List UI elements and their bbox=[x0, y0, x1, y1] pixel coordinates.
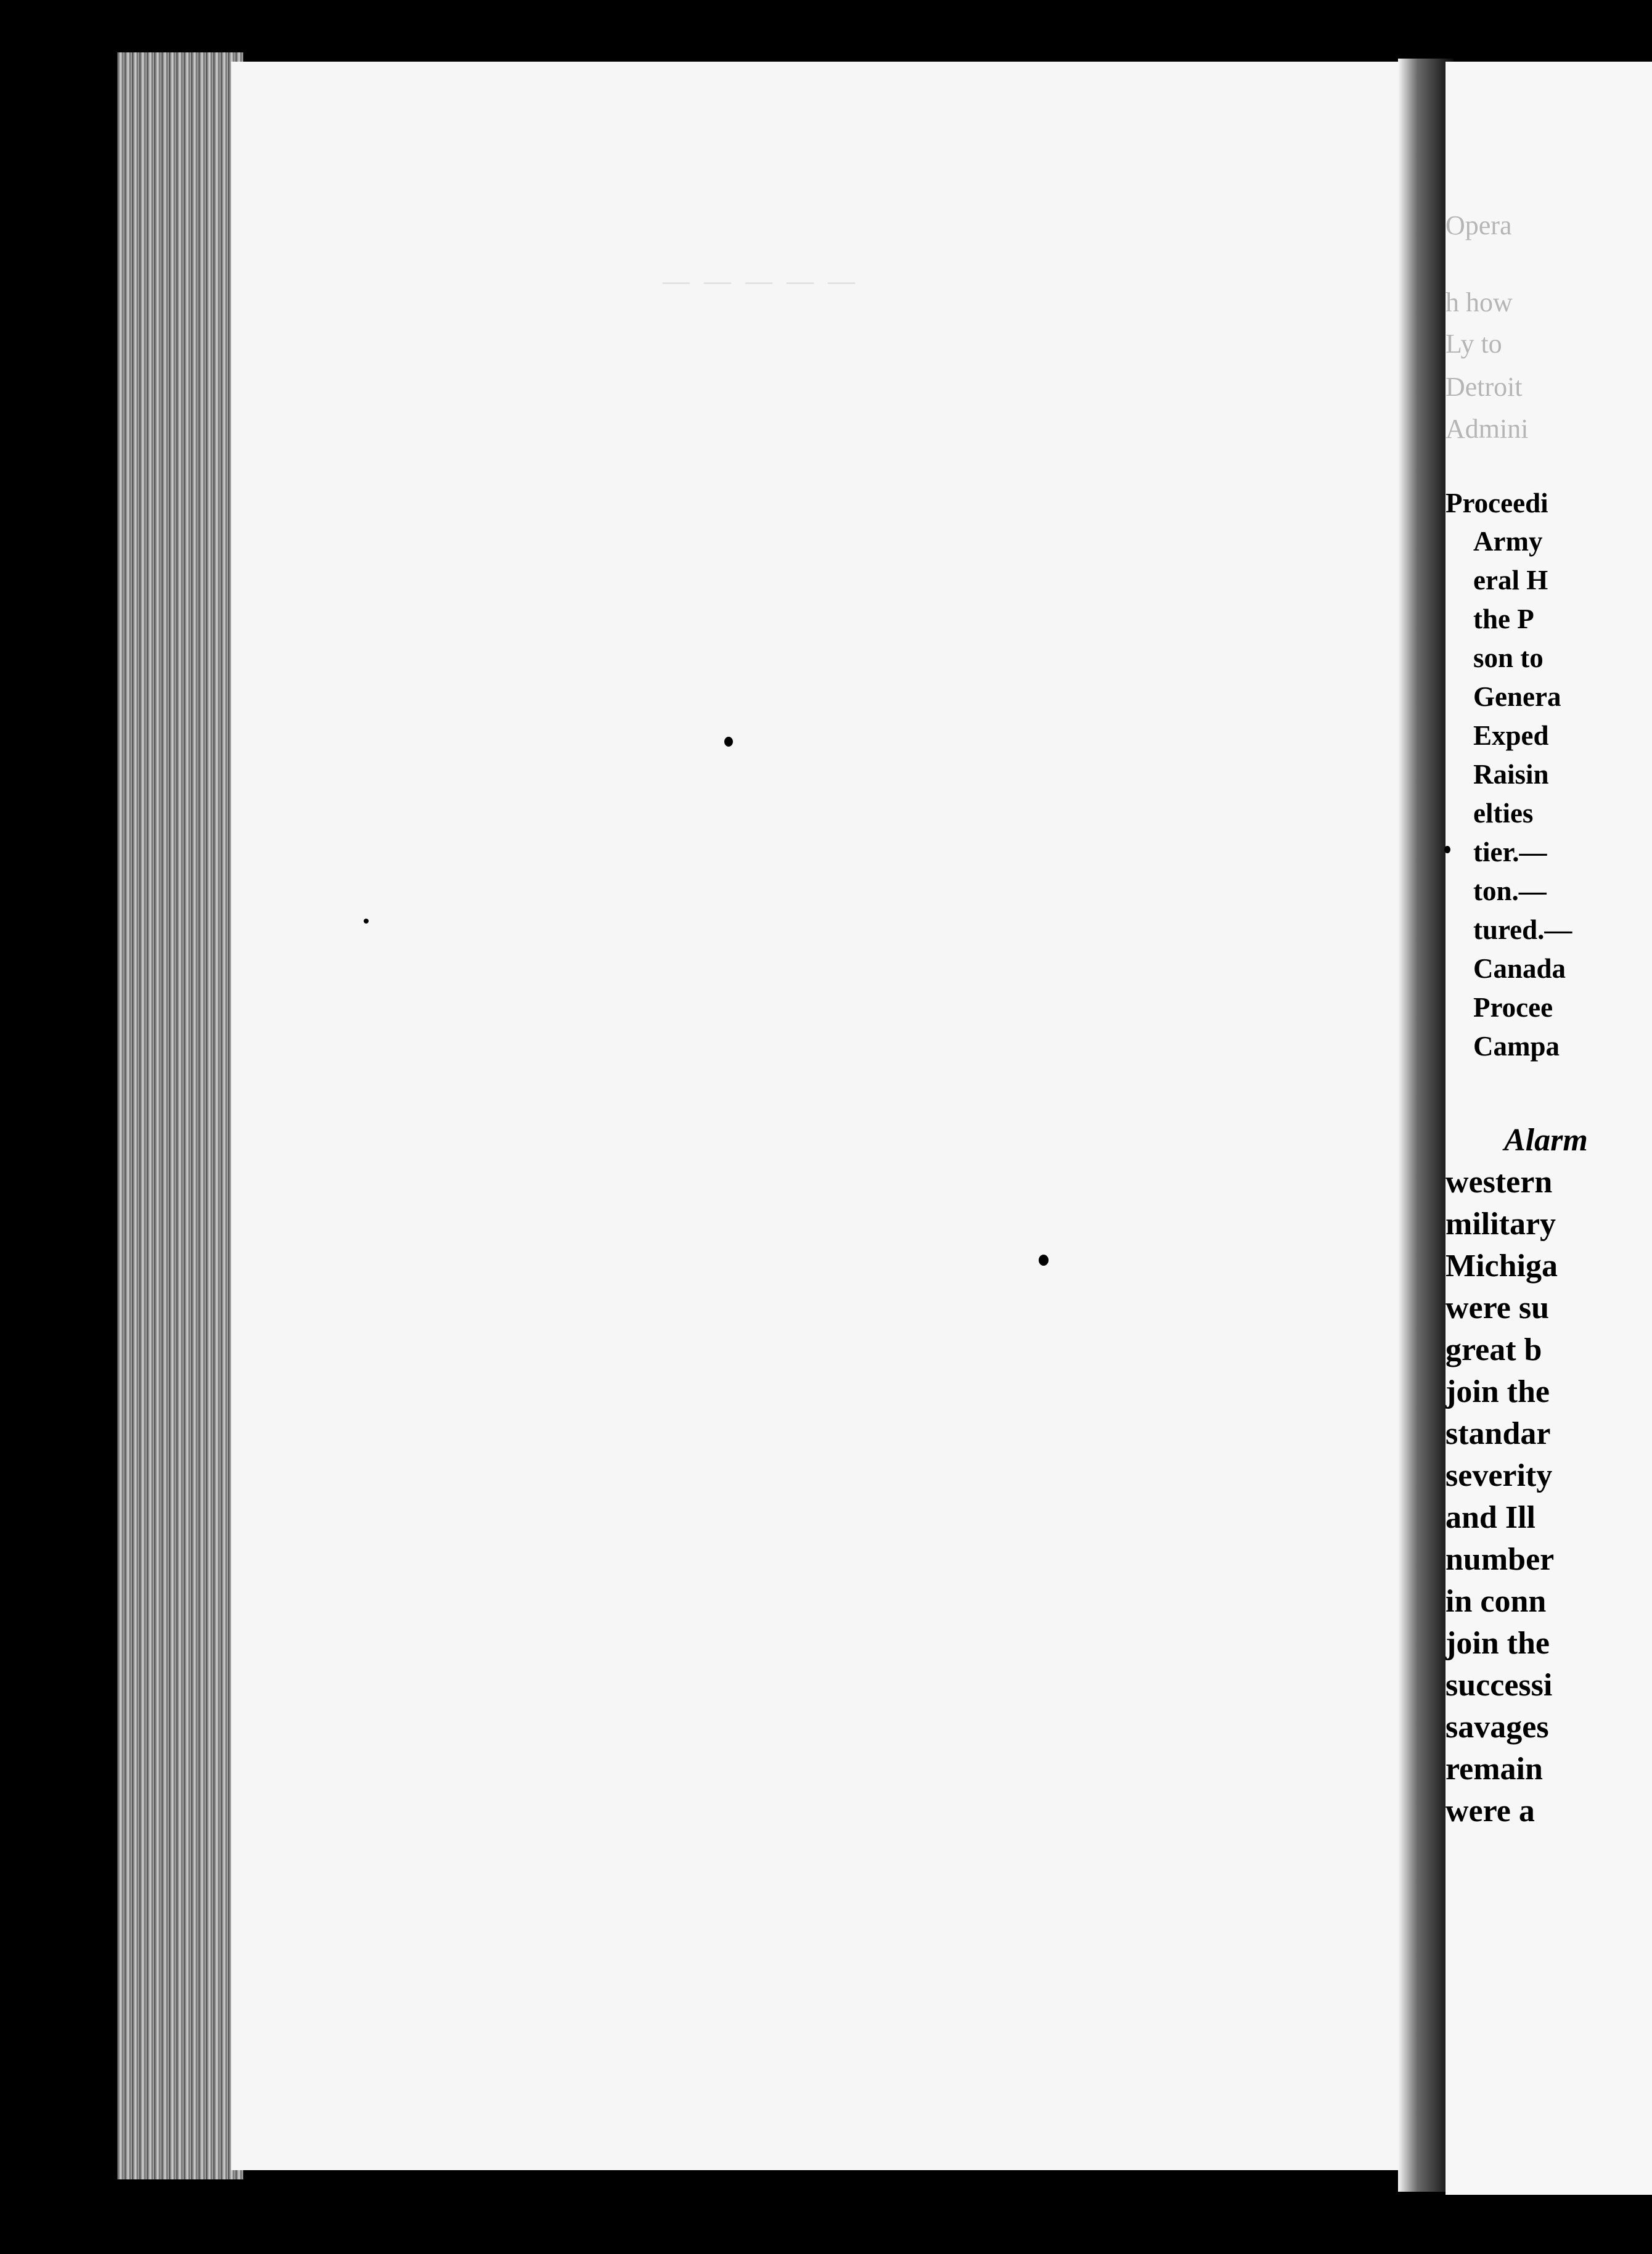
scan-speck bbox=[724, 737, 733, 747]
contents-line: tier.— bbox=[1473, 837, 1547, 867]
faint-line: Admini bbox=[1446, 414, 1529, 444]
faint-line: Opera bbox=[1446, 210, 1512, 240]
body-line: in conn bbox=[1446, 1584, 1547, 1619]
contents-line: tured.— bbox=[1473, 914, 1572, 945]
faint-line: Ly to bbox=[1446, 329, 1502, 359]
contents-line: Genera bbox=[1473, 681, 1561, 712]
body-line: remain bbox=[1446, 1752, 1543, 1787]
contents-line: Canada bbox=[1473, 953, 1566, 984]
body-line: western bbox=[1446, 1165, 1553, 1200]
right-page bbox=[1446, 62, 1652, 2195]
contents-line: son to bbox=[1473, 642, 1544, 673]
body-line: were a bbox=[1446, 1793, 1535, 1829]
show-through-heading: — — — — — bbox=[663, 266, 859, 296]
body-line: join the bbox=[1446, 1626, 1550, 1661]
contents-line: elties bbox=[1473, 798, 1534, 829]
left-page-blank bbox=[231, 62, 1415, 2170]
scan-speck bbox=[1444, 846, 1450, 853]
faint-line: h how bbox=[1446, 287, 1513, 318]
contents-line: Army bbox=[1473, 526, 1543, 557]
faint-line: Detroit bbox=[1446, 372, 1523, 402]
body-line: military bbox=[1446, 1207, 1556, 1242]
contents-line: Campa bbox=[1473, 1031, 1560, 1062]
body-line: great b bbox=[1446, 1332, 1542, 1367]
contents-line: Exped bbox=[1473, 720, 1549, 751]
contents-line: Raisin bbox=[1473, 759, 1549, 790]
body-line: and Ill bbox=[1446, 1500, 1535, 1535]
contents-line: ton.— bbox=[1473, 875, 1547, 906]
body-line: standar bbox=[1446, 1416, 1551, 1451]
body-line: savages bbox=[1446, 1710, 1549, 1745]
body-line: successi bbox=[1446, 1668, 1553, 1703]
body-line: Alarm bbox=[1504, 1123, 1588, 1158]
body-line: number bbox=[1446, 1542, 1555, 1577]
contents-line: Procee bbox=[1473, 992, 1553, 1023]
scan-speck bbox=[364, 919, 369, 924]
scan-speck bbox=[1039, 1255, 1049, 1266]
contents-line: eral H bbox=[1473, 565, 1548, 596]
contents-line: Proceedi bbox=[1446, 488, 1548, 518]
contents-line: the P bbox=[1473, 604, 1534, 634]
body-line: severity bbox=[1446, 1458, 1553, 1493]
body-line: Michiga bbox=[1446, 1248, 1558, 1284]
body-line: join the bbox=[1446, 1374, 1550, 1409]
body-line: were su bbox=[1446, 1290, 1550, 1326]
book-page-edges bbox=[117, 52, 243, 2179]
